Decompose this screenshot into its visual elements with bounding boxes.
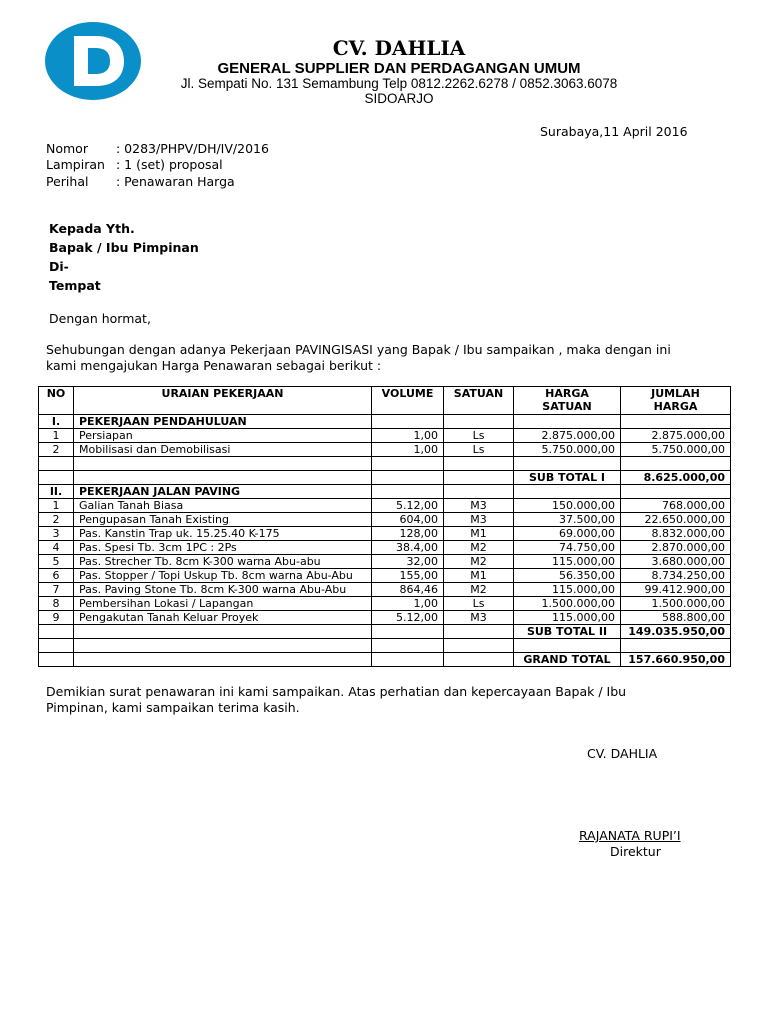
perihal-value: : Penawaran Harga — [116, 174, 235, 189]
row-satuan: Ls — [444, 443, 514, 457]
row-uraian: Pas. Spesi Tb. 3cm 1PC : 2Ps — [74, 541, 372, 555]
lampiran-value: : 1 (set) proposal — [116, 157, 223, 172]
subtotal-value: 149.035.950,00 — [621, 625, 731, 639]
empty-row — [39, 639, 731, 653]
row-jumlah: 2.875.000,00 — [621, 429, 731, 443]
section-title: PEKERJAAN PENDAHULUAN — [74, 415, 372, 429]
col-harga-line1: HARGA — [545, 387, 589, 400]
intro-line2: kami mengajukan Harga Penawaran sebagai berikut : — [46, 358, 382, 373]
row-uraian: Pas. Stopper / Topi Uskup Tb. 8cm warna Abu-Abu — [74, 569, 372, 583]
row-satuan: M3 — [444, 513, 514, 527]
row-volume: 1,00 — [372, 597, 444, 611]
row-satuan: M2 — [444, 541, 514, 555]
col-jumlah-line1: JUMLAH — [651, 387, 700, 400]
table-row — [39, 611, 731, 625]
row-satuan: M2 — [444, 583, 514, 597]
greeting: Dengan hormat, — [49, 311, 151, 326]
table-row — [39, 555, 731, 569]
intro-line1: Sehubungan dengan adanya Pekerjaan PAVINGISASI yang Bapak / Ibu sampaikan , maka dengan ini — [46, 342, 671, 357]
row-volume: 38.4,00 — [372, 541, 444, 555]
row-harga: 69.000,00 — [514, 527, 621, 541]
signature-title: Direktur — [610, 844, 661, 859]
grandtotal-row — [39, 653, 731, 667]
subtotal-row — [39, 471, 731, 485]
table-row — [39, 429, 731, 443]
recipient-line1: Kepada Yth. — [49, 221, 135, 236]
address-city: SIDOARJO — [364, 91, 434, 106]
signature-company: CV. DAHLIA — [587, 746, 658, 761]
row-uraian: Pengakutan Tanah Keluar Proyek — [74, 611, 372, 625]
row-uraian: Pembersihan Lokasi / Lapangan — [74, 597, 372, 611]
row-no: 1 — [39, 429, 74, 443]
row-no: 5 — [39, 555, 74, 569]
row-harga: 74.750,00 — [514, 541, 621, 555]
price-table — [38, 386, 731, 667]
closing-line2: Pimpinan, kami sampaikan terima kasih. — [46, 700, 300, 715]
subtotal-label: SUB TOTAL II — [514, 625, 621, 639]
row-uraian: Pengupasan Tanah Existing — [74, 513, 372, 527]
row-no: 6 — [39, 569, 74, 583]
recipient-line3: Di- — [49, 259, 69, 274]
row-harga: 2.875.000,00 — [514, 429, 621, 443]
table-row — [39, 443, 731, 457]
signature-name: RAJANATA RUPI’I — [579, 828, 681, 843]
col-no: NO — [39, 387, 74, 415]
closing-line1: Demikian surat penawaran ini kami sampaikan. Atas perhatian dan kepercayaan Bapak / Ibu — [46, 684, 627, 699]
row-satuan: Ls — [444, 429, 514, 443]
row-volume: 155,00 — [372, 569, 444, 583]
row-jumlah: 8.832.000,00 — [621, 527, 731, 541]
row-volume: 32,00 — [372, 555, 444, 569]
row-no: 2 — [39, 513, 74, 527]
row-volume: 5.12,00 — [372, 499, 444, 513]
row-jumlah: 768.000,00 — [621, 499, 731, 513]
row-harga: 115.000,00 — [514, 583, 621, 597]
col-harga-satuan — [514, 387, 621, 415]
row-volume: 604,00 — [372, 513, 444, 527]
section-row — [39, 485, 731, 499]
grandtotal-value: 157.660.950,00 — [621, 653, 731, 667]
row-no: 2 — [39, 443, 74, 457]
row-harga: 115.000,00 — [514, 555, 621, 569]
row-jumlah: 99.412.900,00 — [621, 583, 731, 597]
nomor-label: Nomor — [46, 141, 88, 156]
company-name: CV. DAHLIA — [332, 36, 466, 60]
table-row — [39, 597, 731, 611]
row-harga: 5.750.000,00 — [514, 443, 621, 457]
row-no: 8 — [39, 597, 74, 611]
table-row — [39, 499, 731, 513]
address-line: Jl. Sempati No. 131 Semambung Telp 0812.2262.6278 / 0852.3063.6078 — [180, 76, 618, 91]
row-volume: 864,46 — [372, 583, 444, 597]
row-volume: 1,00 — [372, 429, 444, 443]
company-address — [15, 76, 768, 106]
subtotal-label: SUB TOTAL I — [514, 471, 621, 485]
row-uraian: Galian Tanah Biasa — [74, 499, 372, 513]
row-satuan: M2 — [444, 555, 514, 569]
table-row — [39, 541, 731, 555]
col-uraian: URAIAN PEKERJAAN — [74, 387, 372, 415]
col-satuan: SATUAN — [444, 387, 514, 415]
subtotal-value: 8.625.000,00 — [621, 471, 731, 485]
row-uraian: Pas. Strecher Tb. 8cm K-300 warna Abu-abu — [74, 555, 372, 569]
recipient-line4: Tempat — [49, 278, 101, 293]
row-harga: 56.350,00 — [514, 569, 621, 583]
company-tagline: GENERAL SUPPLIER DAN PERDAGANGAN UMUM — [217, 60, 581, 77]
col-harga-line2: SATUAN — [542, 400, 592, 413]
section-no: I. — [39, 415, 74, 429]
row-satuan: M1 — [444, 569, 514, 583]
row-jumlah: 5.750.000,00 — [621, 443, 731, 457]
row-no: 7 — [39, 583, 74, 597]
section-no: II. — [39, 485, 74, 499]
perihal-label: Perihal — [46, 174, 89, 189]
section-title: PEKERJAAN JALAN PAVING — [74, 485, 372, 499]
col-jumlah-line2: HARGA — [653, 400, 698, 413]
row-jumlah: 1.500.000,00 — [621, 597, 731, 611]
row-volume: 5.12,00 — [372, 611, 444, 625]
row-harga: 150.000,00 — [514, 499, 621, 513]
row-satuan: M1 — [444, 527, 514, 541]
table-header — [39, 387, 731, 415]
empty-row — [39, 457, 731, 471]
row-harga: 37.500,00 — [514, 513, 621, 527]
row-satuan: M3 — [444, 611, 514, 625]
table-row — [39, 513, 731, 527]
table-row — [39, 583, 731, 597]
row-satuan: Ls — [444, 597, 514, 611]
section-row — [39, 415, 731, 429]
col-volume: VOLUME — [372, 387, 444, 415]
row-no: 4 — [39, 541, 74, 555]
row-satuan: M3 — [444, 499, 514, 513]
table-row — [39, 569, 731, 583]
row-jumlah: 22.650.000,00 — [621, 513, 731, 527]
subtotal-row — [39, 625, 731, 639]
row-uraian: Pas. Kanstin Trap uk. 15.25.40 K-175 — [74, 527, 372, 541]
row-jumlah: 3.680.000,00 — [621, 555, 731, 569]
row-jumlah: 588.800,00 — [621, 611, 731, 625]
row-no: 9 — [39, 611, 74, 625]
row-uraian: Pas. Paving Stone Tb. 8cm K-300 warna Abu-Abu — [74, 583, 372, 597]
table-row — [39, 527, 731, 541]
row-jumlah: 2.870.000,00 — [621, 541, 731, 555]
nomor-value: : 0283/PHPV/DH/IV/2016 — [116, 141, 269, 156]
grandtotal-label: GRAND TOTAL — [514, 653, 621, 667]
row-uraian: Persiapan — [74, 429, 372, 443]
letter-date: Surabaya,11 April 2016 — [540, 124, 688, 139]
row-harga: 1.500.000,00 — [514, 597, 621, 611]
row-volume: 128,00 — [372, 527, 444, 541]
recipient-line2: Bapak / Ibu Pimpinan — [49, 240, 199, 255]
lampiran-label: Lampiran — [46, 157, 105, 172]
col-jumlah-harga — [621, 387, 731, 415]
row-no: 1 — [39, 499, 74, 513]
row-no: 3 — [39, 527, 74, 541]
row-jumlah: 8.734.250,00 — [621, 569, 731, 583]
row-uraian: Mobilisasi dan Demobilisasi — [74, 443, 372, 457]
row-volume: 1,00 — [372, 443, 444, 457]
row-harga: 115.000,00 — [514, 611, 621, 625]
